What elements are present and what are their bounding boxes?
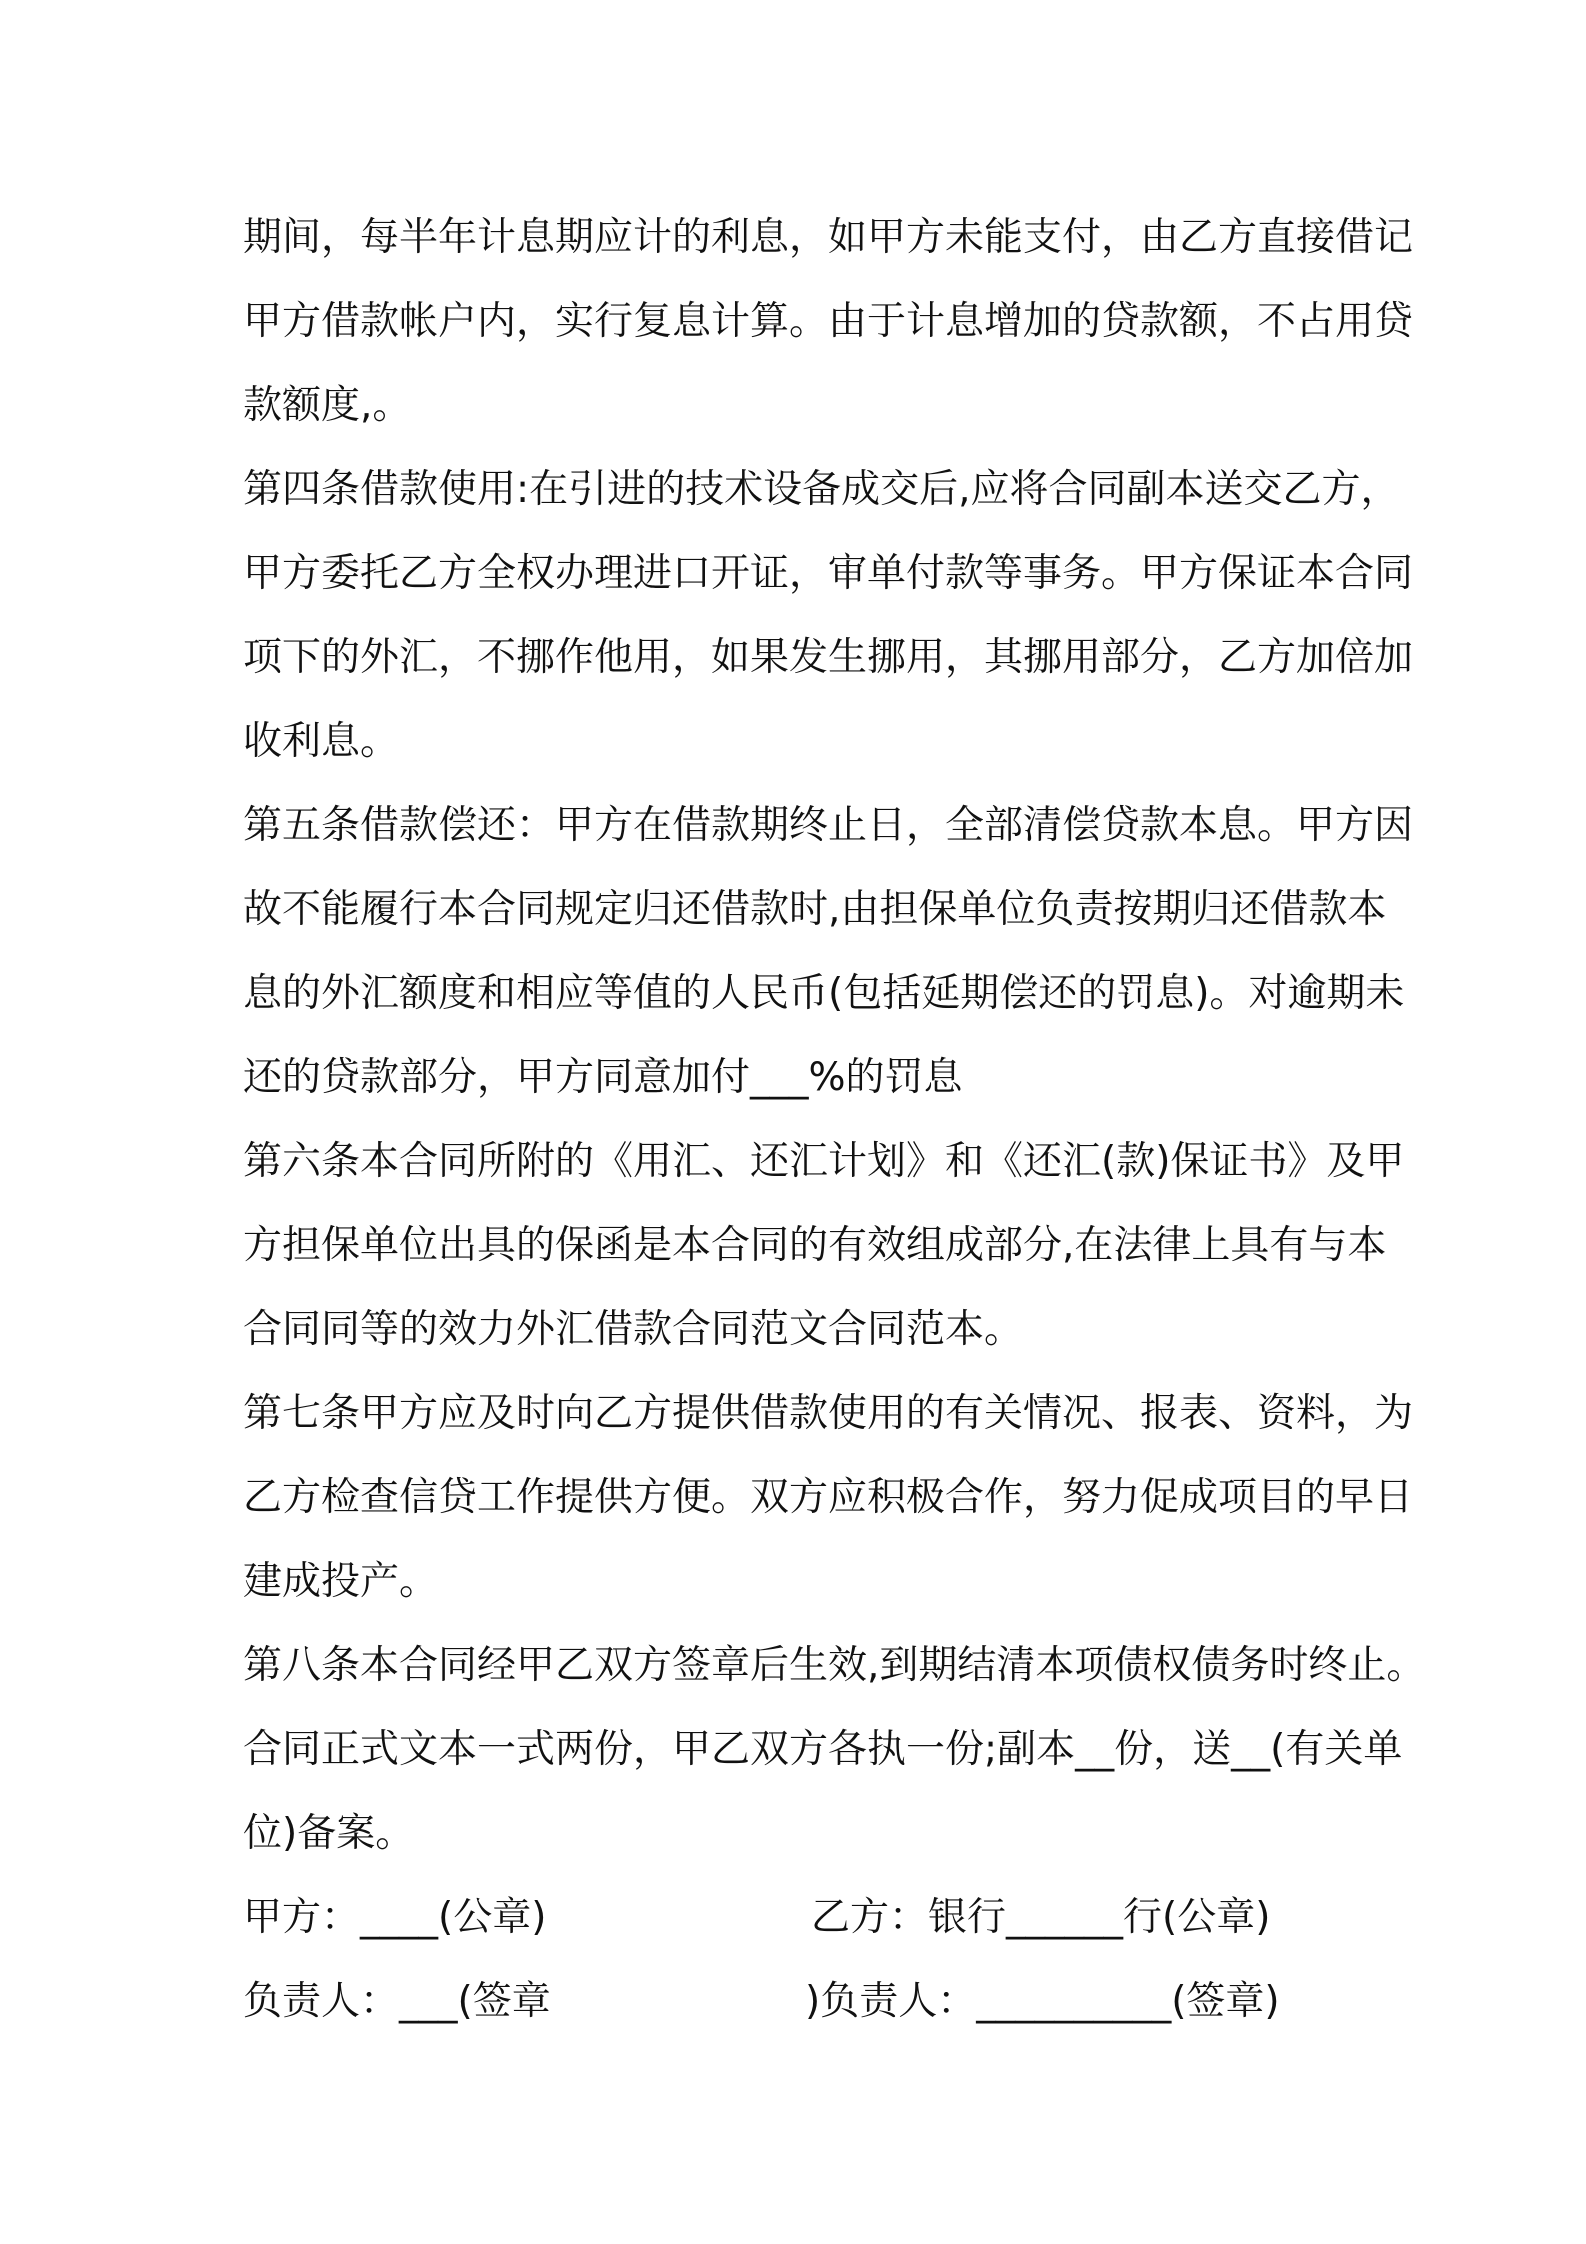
text-line: 收利息。: [243, 719, 400, 764]
text-line: 甲方借款帐户内，实行复息计算。由于计息增加的贷款额，不占用贷: [243, 299, 1414, 344]
party-b-seal: 乙方：银行______行(公章): [811, 1895, 1271, 1940]
text-line: 故不能履行本合同规定归还借款时,由担保单位负责按期归还借款本: [243, 887, 1387, 932]
text-line: 建成投产。: [243, 1559, 439, 1604]
contract-body: [243, 196, 1426, 2044]
article-8-heading-line: 第八条本合同经甲乙双方签章后生效,到期结清本项债权债务时终止。: [243, 1643, 1426, 1688]
text-line: 还的贷款部分，甲方同意加付___%的罚息: [243, 1055, 963, 1100]
party-a-responsible-person: 负责人：___(签章: [243, 1979, 551, 2024]
signature-row-seals: [243, 1876, 1373, 1960]
article-4-heading-line: 第四条借款使用:在引进的技术设备成交后,应将合同副本送交乙方，: [243, 467, 1400, 512]
party-b-responsible-person: )负责人：__________(签章): [805, 1979, 1280, 2024]
text-line: 合同同等的效力外汇借款合同范文合同范本。: [243, 1307, 1024, 1352]
party-a-seal: 甲方：____(公章): [243, 1895, 547, 1940]
text-line: 合同正式文本一式两份，甲乙双方各执一份;副本__份，送__(有关单: [243, 1727, 1403, 1772]
text-line: 期间，每半年计息期应计的利息，如甲方未能支付，由乙方直接借记: [243, 215, 1414, 260]
text-line: 甲方委托乙方全权办理进口开证，审单付款等事务。甲方保证本合同: [243, 551, 1414, 596]
text-line: 方担保单位出具的保函是本合同的有效组成部分,在法律上具有与本: [243, 1223, 1387, 1268]
text-line: 款额度,。: [243, 383, 412, 428]
article-5-heading-line: 第五条借款偿还：甲方在借款期终止日，全部清偿贷款本息。甲方因: [243, 803, 1414, 848]
text-line: 项下的外汇，不挪作他用，如果发生挪用，其挪用部分，乙方加倍加: [243, 635, 1414, 680]
article-6-heading-line: 第六条本合同所附的《用汇、还汇计划》和《还汇(款)保证书》及甲: [243, 1139, 1405, 1184]
article-7-heading-line: 第七条甲方应及时向乙方提供借款使用的有关情况、报表、资料，为: [243, 1391, 1414, 1436]
signature-row-persons: [243, 1960, 1373, 2044]
text-line: 乙方检查信贷工作提供方便。双方应积极合作，努力促成项目的早日: [243, 1475, 1414, 1520]
text-line: 息的外汇额度和相应等值的人民币(包括延期偿还的罚息)。对逾期未: [243, 971, 1405, 1016]
text-line: 位)备案。: [243, 1811, 415, 1856]
